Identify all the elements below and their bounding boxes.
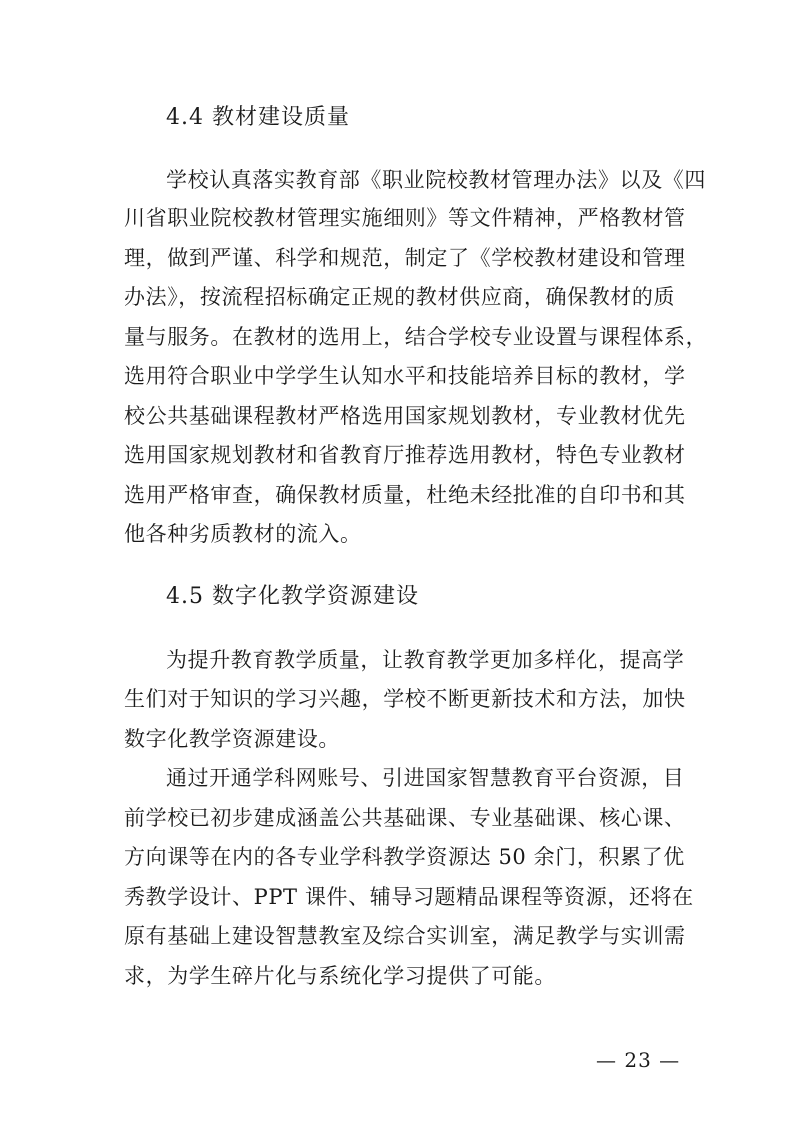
paragraph-line: 生们对于知识的学习兴趣，学校不断更新技术和方法，加快	[124, 687, 686, 711]
paragraph-line: 为提升教育教学质量，让教育教学更加多样化，提高学	[166, 648, 685, 672]
page-number: — 23 —	[596, 1048, 681, 1072]
paragraph-line: 办法》，按流程招标确定正规的教材供应商，确保教材的质	[124, 285, 676, 309]
paragraph-line: 通过开通学科网账号、引进国家智慧教育平台资源，目	[166, 766, 685, 790]
paragraph-line: 数字化教学资源建设。	[124, 727, 340, 751]
paragraph-line: 选用符合职业中学学生认知水平和技能培养目标的教材，学	[124, 364, 686, 388]
section-heading-4-5: 4.5 数字化教学资源建设	[166, 584, 419, 609]
paragraph-line: 川省职业院校教材管理实施细则》等文件精神，严格教材管	[124, 206, 686, 230]
paragraph-line: 学校认真落实教育部《职业院校教材管理办法》以及《四	[166, 168, 706, 192]
paragraph-line: 秀教学设计、PPT 课件、辅导习题精品课程等资源，还将在	[124, 885, 694, 909]
paragraph-line: 理，做到严谨、科学和规范，制定了《学校教材建设和管理	[124, 246, 686, 270]
paragraph-line: 原有基础上建设智慧教室及综合实训室，满足教学与实训需	[124, 924, 686, 948]
paragraph-line: 他各种劣质教材的流入。	[124, 522, 362, 546]
paragraph-line: 量与服务。在教材的选用上，结合学校专业设置与课程体系，	[124, 325, 708, 349]
section-heading-4-4: 4.4 教材建设质量	[166, 105, 350, 130]
paragraph-line: 校公共基础课程教材严格选用国家规划教材，专业教材优先	[124, 404, 686, 428]
paragraph-line: 方向课等在内的各专业学科教学资源达 50 余门，积累了优	[124, 845, 685, 869]
paragraph-line: 前学校已初步建成涵盖公共基础课、专业基础课、核心课、	[124, 806, 686, 830]
paragraph-line: 选用严格审查，确保教材质量，杜绝未经批准的自印书和其	[124, 483, 686, 507]
paragraph-line: 求，为学生碎片化与系统化学习提供了可能。	[124, 964, 556, 988]
paragraph-line: 选用国家规划教材和省教育厅推荐选用教材，特色专业教材	[124, 443, 686, 467]
